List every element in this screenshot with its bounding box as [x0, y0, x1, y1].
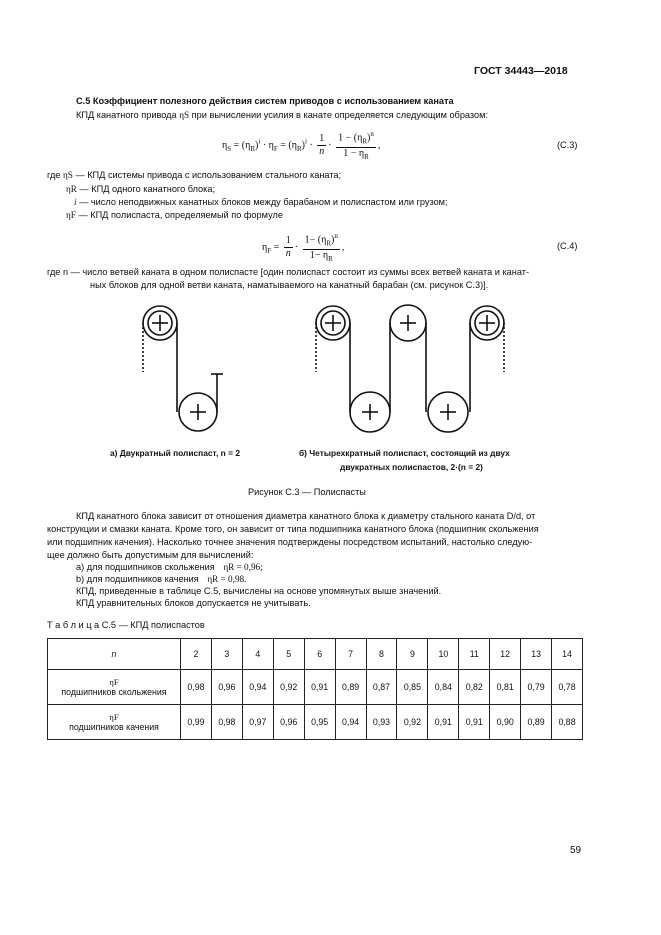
table-header-label: n: [48, 639, 181, 670]
table-cell: 0,92: [273, 670, 304, 705]
def-text: — КПД системы привода с использованием стального каната;: [75, 170, 342, 180]
def-symbol: ηR: [66, 184, 77, 194]
table-cell: 0,90: [490, 705, 521, 740]
row-label: подшипников качения: [69, 722, 159, 732]
note-2: КПД уравнительных блоков допускается не учитывать.: [76, 598, 311, 608]
table-cell: 0,94: [242, 670, 273, 705]
table-cell: 0,95: [304, 705, 335, 740]
table-header-cell: 4: [242, 639, 273, 670]
table-caption: Т а б л и ц а С.5 — КПД полиспастов: [47, 620, 205, 630]
figure-b-block-right: [428, 392, 468, 432]
table-cell: 0,87: [366, 670, 397, 705]
table-header-cell: 12: [490, 639, 521, 670]
table-cell: 0,89: [521, 705, 552, 740]
table-header-cell: 2: [181, 639, 212, 670]
section-title: С.5 Коэффициент полезного действия систем приводов с использованием каната: [76, 96, 454, 106]
formula-c4: $\eta_F$ = $\frac{1}{n}$ · $\frac{1- (\eta_R)^n}{1- \eta_R}$ ,: [262, 232, 345, 264]
para-line-2: конструкции и смазки каната. Кроме того, он зависит от типа подшипника канатного блока (подшипник скольжения: [47, 524, 539, 534]
figure-b-sheave-middle: [390, 305, 426, 341]
standard-number: ГОСТ 34443—2018: [474, 65, 568, 77]
figure-a-block: [179, 393, 217, 431]
list-item-a-value: ηR = 0,96;: [223, 562, 263, 572]
table-header-cell: 13: [521, 639, 552, 670]
figure-b-block-left: [350, 392, 390, 432]
table-cell: 0,98: [181, 670, 212, 705]
intro-suffix: при вычислении усилия в канате определяется следующим образом:: [191, 110, 489, 120]
note-1: КПД, приведенные в таблице С.5, вычислены на основе упомянутых выше значений.: [76, 586, 442, 596]
table-header-row: [48, 639, 583, 670]
table-cell: 0,92: [397, 705, 428, 740]
table-row-label: [48, 670, 181, 705]
table-header-cell: 3: [211, 639, 242, 670]
table-cell: 0,79: [521, 670, 552, 705]
table-cell: 0,93: [366, 705, 397, 740]
table-cell: 0,94: [335, 705, 366, 740]
def-symbol: ηS: [62, 170, 73, 180]
table-cell: 0,88: [552, 705, 583, 740]
figure-a-drum: [143, 306, 177, 340]
table-header-cell: 6: [304, 639, 335, 670]
table-header-cell: 7: [335, 639, 366, 670]
table-cell: 0,85: [397, 670, 428, 705]
table-row: [48, 670, 583, 705]
list-item-a: [76, 562, 263, 572]
table-header-cell: 11: [459, 639, 490, 670]
row-symbol: ηF: [109, 677, 119, 687]
formula-c3: $\eta_S = (\eta_R)^i \cdot \eta_F = (\eta_R)^i$ · $\frac{1}{n}$ · $\frac{1 - (\eta_R)^n}{1 - \eta_R}$ ,: [222, 130, 381, 162]
table-cell: 0,99: [181, 705, 212, 740]
table-cell: 0,91: [459, 705, 490, 740]
list-item-b-value: ηR = 0,98.: [207, 574, 247, 584]
def-text: — КПД одного канатного блока;: [79, 184, 216, 194]
table-header-cell: 8: [366, 639, 397, 670]
table-header-cell: 9: [397, 639, 428, 670]
def-text: — число неподвижных канатных блоков между барабаном и полиспастом или грузом;: [79, 197, 448, 207]
page-number: 59: [570, 845, 582, 856]
table-cell: 0,98: [211, 705, 242, 740]
table-header-cell: 14: [552, 639, 583, 670]
figure-b-drum-right: [470, 306, 504, 340]
table-cell: 0,96: [273, 705, 304, 740]
table-cell: 0,91: [304, 670, 335, 705]
para-line-4: щее должно быть допустимым для вычислений:: [47, 550, 254, 560]
table-cell: 0,91: [428, 705, 459, 740]
row-label: подшипников скольжения: [61, 687, 167, 697]
para-line-3: или подшипник качения). Насколько точнее значения подтверждены посредством испытаний, настолько следую-: [47, 537, 533, 547]
table-row: [48, 705, 583, 740]
figure-caption-b-line-2: двукратных полиспастов, 2·(n = 2): [340, 462, 483, 472]
table-row-label: [48, 705, 181, 740]
table-cell: 0,81: [490, 670, 521, 705]
def-symbol: i: [74, 197, 77, 207]
def2-line-2: ных блоков для одной ветви каната, наматываемого на канатный барабан (см. рисунок С.3)].: [90, 280, 489, 290]
table-cell: 0,96: [211, 670, 242, 705]
table-cell: 0,84: [428, 670, 459, 705]
para-line-1: КПД канатного блока зависит от отношения диаметра канатного блока к диаметру стального каната D/d, от: [76, 511, 536, 521]
table-cell: 0,78: [552, 670, 583, 705]
intro-symbol: ηS: [179, 110, 190, 120]
intro-prefix: КПД канатного привода: [76, 110, 177, 120]
list-item-b-label: b) для подшипников качения: [76, 574, 199, 584]
figure-caption-b-line-1: б) Четырехкратный полиспаст, состоящий из двух: [299, 448, 510, 458]
table-header-cell: 10: [428, 639, 459, 670]
figure-title: Рисунок С.3 — Полиспасты: [248, 487, 366, 497]
formula-c4-number: (С.4): [557, 241, 578, 251]
row-symbol: ηF: [109, 712, 119, 722]
formula-c3-number: (С.3): [557, 140, 578, 150]
table-cell: 0,89: [335, 670, 366, 705]
list-item-b: [76, 574, 246, 584]
def-lead: где: [47, 170, 61, 180]
figure-caption-a: а) Двукратный полиспаст, n = 2: [110, 448, 240, 458]
kpd-table: [47, 638, 583, 740]
def2-lead: где n: [47, 267, 69, 277]
list-item-a-label: а) для подшипников скольжения: [76, 562, 215, 572]
table-header-cell: 5: [273, 639, 304, 670]
table-cell: 0,82: [459, 670, 490, 705]
def2-text: — число ветвей каната в одном полиспасте [один полиспаст состоит из суммы всех ветвей каната и канат-: [70, 267, 530, 277]
def-text: — КПД полиспаста, определяемый по формуле: [78, 210, 283, 220]
table-cell: 0,97: [242, 705, 273, 740]
figure-b-drum-left: [316, 306, 350, 340]
def-symbol: ηF: [66, 210, 76, 220]
